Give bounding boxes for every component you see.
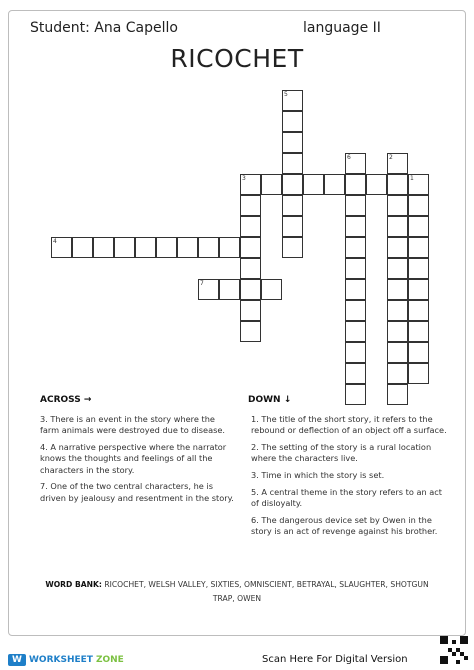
word-bank-words: RICOCHET, WELSH VALLEY, SIXTIES, OMNISCIENT, BETRAYAL, SLAUGHTER, SHOTGUN TRAP, OWEN <box>104 580 429 603</box>
crossword-cell[interactable] <box>387 363 408 384</box>
qr-code-icon[interactable] <box>440 636 468 664</box>
crossword-cell[interactable] <box>408 342 429 363</box>
crossword-cell[interactable] <box>93 237 114 258</box>
crossword-cell[interactable] <box>261 174 282 195</box>
down-clue-2: 2. The setting of the story is a rural location where the characters live. <box>251 442 432 464</box>
clue-number: 5 <box>284 91 288 98</box>
crossword-cell[interactable] <box>282 153 303 174</box>
crossword-cell[interactable] <box>282 237 303 258</box>
crossword-cell[interactable] <box>240 258 261 279</box>
crossword-cell[interactable] <box>408 237 429 258</box>
crossword-cell[interactable] <box>240 174 261 195</box>
worksheetzone-logo <box>8 654 124 666</box>
scan-text: Scan Here For Digital Version <box>262 654 408 665</box>
crossword-cell[interactable] <box>240 216 261 237</box>
down-clue-6: 6. The dangerous device set by Owen in the story is an act of revenge against his brother. <box>251 515 438 537</box>
crossword-cell[interactable] <box>387 237 408 258</box>
crossword-cell[interactable] <box>240 279 261 300</box>
crossword-cell[interactable] <box>408 300 429 321</box>
footer <box>0 648 474 670</box>
crossword-cell[interactable] <box>219 237 240 258</box>
crossword-cell[interactable] <box>219 279 240 300</box>
crossword-cell[interactable] <box>282 195 303 216</box>
clue-number: 7 <box>200 280 204 287</box>
crossword-cell[interactable] <box>408 363 429 384</box>
crossword-cell[interactable] <box>366 174 387 195</box>
crossword-cell[interactable] <box>387 279 408 300</box>
crossword-cell[interactable] <box>387 384 408 405</box>
crossword-cell[interactable] <box>387 258 408 279</box>
crossword-cell[interactable] <box>240 195 261 216</box>
clue-number: 3 <box>242 175 246 182</box>
crossword-cell[interactable] <box>345 363 366 384</box>
crossword-cell[interactable] <box>408 321 429 342</box>
crossword-cell[interactable] <box>387 342 408 363</box>
crossword-cell[interactable] <box>387 321 408 342</box>
crossword-cell[interactable] <box>324 174 345 195</box>
crossword-cell[interactable] <box>282 132 303 153</box>
crossword-cell[interactable] <box>345 279 366 300</box>
crossword-cell[interactable] <box>240 321 261 342</box>
word-bank-label: WORD BANK: <box>45 580 102 589</box>
logo-mark-icon: W <box>8 654 26 666</box>
crossword-cell[interactable] <box>387 153 408 174</box>
across-clues <box>40 414 236 510</box>
down-clue-5: 5. A central theme in the story refers to an act of disloyalty. <box>251 486 443 509</box>
crossword-cell[interactable] <box>387 216 408 237</box>
crossword-cell[interactable] <box>408 258 429 279</box>
crossword-cell[interactable] <box>345 321 366 342</box>
crossword-cell[interactable] <box>387 300 408 321</box>
crossword-cell[interactable] <box>345 153 366 174</box>
crossword-cell[interactable] <box>240 300 261 321</box>
crossword-cell[interactable] <box>345 384 366 405</box>
crossword-cell[interactable] <box>387 195 408 216</box>
crossword-cell[interactable] <box>240 237 261 258</box>
down-clue-1: 1. The title of the short story, it refers to the rebound or deflection of an object off a surface. <box>251 414 447 436</box>
clue-number: 4 <box>53 238 57 245</box>
down-heading: DOWN ↓ <box>248 395 292 405</box>
crossword-cell[interactable] <box>198 237 219 258</box>
crossword-cell[interactable] <box>345 237 366 258</box>
crossword-cell[interactable] <box>282 174 303 195</box>
crossword-cell[interactable] <box>408 195 429 216</box>
crossword-cell[interactable] <box>345 300 366 321</box>
crossword-cell[interactable] <box>177 237 198 258</box>
clue-number: 2 <box>389 154 393 161</box>
logo-text-worksheet: WORKSHEET <box>29 655 93 665</box>
across-clue-3: 3. There is an event in the story where the farm animals were destroyed due to disease. <box>40 414 226 436</box>
down-clue-3: 3. Time in which the story is set. <box>251 470 385 481</box>
crossword-cell[interactable] <box>408 279 429 300</box>
crossword-cell[interactable] <box>282 111 303 132</box>
clue-number: 6 <box>347 154 351 161</box>
crossword-cell[interactable] <box>387 174 408 195</box>
class-name: language II <box>303 20 381 36</box>
crossword-cell[interactable] <box>345 195 366 216</box>
crossword-cell[interactable] <box>408 174 429 195</box>
crossword-cell[interactable] <box>51 237 72 258</box>
crossword-cell[interactable] <box>261 279 282 300</box>
clue-number: 1 <box>410 175 414 182</box>
logo-text-zone: ZONE <box>95 655 124 665</box>
crossword-cell[interactable] <box>72 237 93 258</box>
crossword-cell[interactable] <box>135 237 156 258</box>
crossword-cell[interactable] <box>114 237 135 258</box>
student-name: Student: Ana Capello <box>30 20 178 36</box>
across-clue-7: 7. One of the two central characters, he is driven by jealousy and resentment in the story. <box>40 481 234 503</box>
page-title: RICOCHET <box>170 44 304 73</box>
crossword-cell[interactable] <box>345 342 366 363</box>
crossword-cell[interactable] <box>408 216 429 237</box>
down-clues <box>251 414 447 543</box>
crossword-cell[interactable] <box>282 216 303 237</box>
across-heading: ACROSS → <box>40 395 92 405</box>
across-clue-4: 4. A narrative perspective where the narrator knows the thoughts and feelings of all the characters in the story. <box>40 442 227 475</box>
crossword-cell[interactable] <box>345 174 366 195</box>
word-bank <box>40 578 434 606</box>
crossword-cell[interactable] <box>345 258 366 279</box>
crossword-cell[interactable] <box>156 237 177 258</box>
crossword-cell[interactable] <box>303 174 324 195</box>
crossword-cell[interactable] <box>345 216 366 237</box>
crossword-cell[interactable] <box>282 90 303 111</box>
crossword-cell[interactable] <box>198 279 219 300</box>
